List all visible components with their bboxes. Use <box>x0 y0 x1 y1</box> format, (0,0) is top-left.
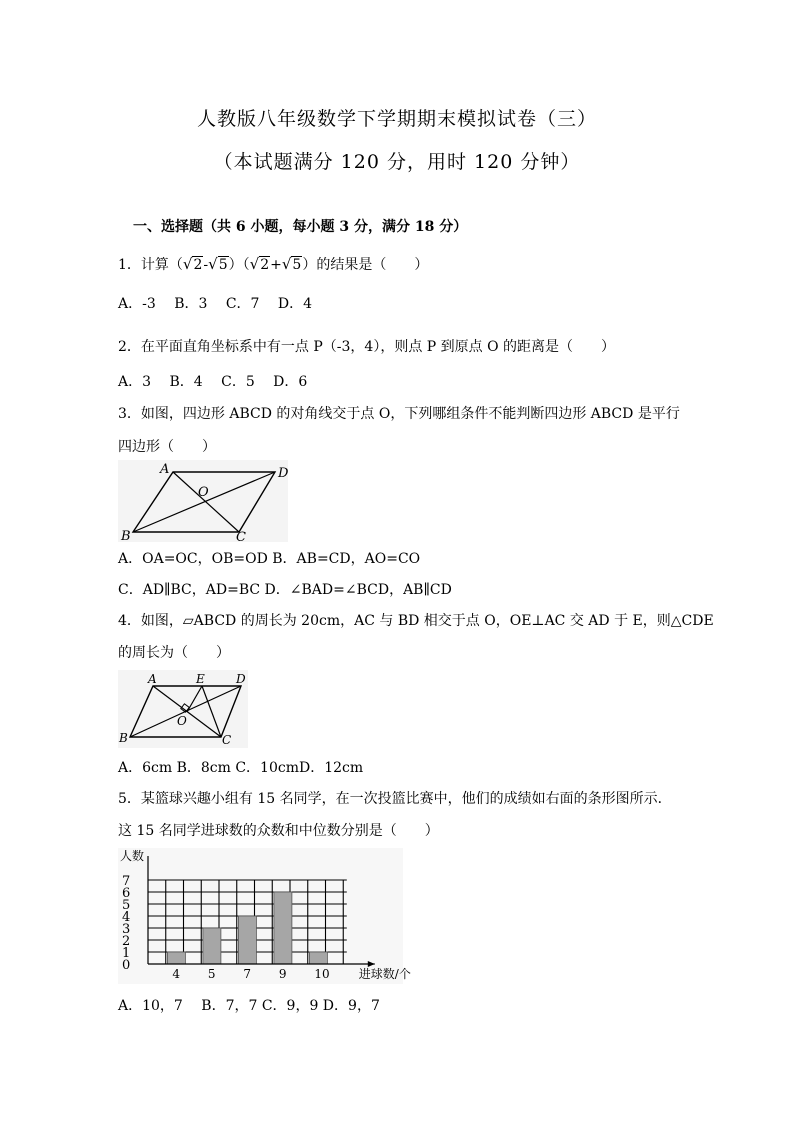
section-heading: 一、选择题（共 6 小题，每小题 3 分，满分 18 分） <box>133 219 468 235</box>
q1-minus: - <box>203 257 209 273</box>
y-tick-label: 4 <box>122 910 131 925</box>
exam-title: 人教版八年级数学下学期期末模拟试卷（三） <box>196 108 597 130</box>
sqrt-5-a: √5 <box>208 255 228 273</box>
x-tick-label: 9 <box>278 967 287 981</box>
q3-label-b: B <box>121 529 131 544</box>
q3-label-o: O <box>198 485 209 500</box>
q5-text-line2: 这 15 名同学进球数的众数和中位数分别是（ ） <box>118 823 439 839</box>
q3-options-line2: C．AD∥BC，AD=BC D．∠BAD=∠BCD，AB∥CD <box>118 582 452 598</box>
q3-text-line2: 四边形（ ） <box>118 439 216 455</box>
q4-label-e: E <box>196 672 205 686</box>
x-tick-label: 4 <box>172 967 181 981</box>
y-tick-label: 5 <box>122 898 131 913</box>
sqrt-2-a: √2 <box>182 255 203 273</box>
sqrt-2-b: √2 <box>249 255 270 273</box>
y-tick-label: 6 <box>122 886 131 901</box>
q3-text-line1: 3．如图，四边形 ABCD 的对角线交于点 O，下列哪组条件不能判断四边形 ABCD 是平行 <box>118 406 680 422</box>
q3-label-c: C <box>236 530 246 545</box>
q4-text-line1: 4．如图，▱ABCD 的周长为 20cm，AC 与 BD 相交于点 O，OE⊥AC 交 AD 于 E，则△CDE <box>118 613 714 629</box>
x-tick-label: 10 <box>314 967 330 981</box>
bar-7 <box>238 916 256 964</box>
q3-label-d: D <box>278 466 289 481</box>
x-tick-label: 5 <box>207 967 216 981</box>
q1-text <box>118 254 428 275</box>
q2-text: 2．在平面直角坐标系中有一点 P（-3，4），则点 P 到原点 O 的距离是（ ） <box>118 339 616 355</box>
y-tick-label: 0 <box>122 958 131 973</box>
q4-text-line2: 的周长为（ ） <box>118 645 230 661</box>
bar-4 <box>167 952 185 964</box>
y-tick-label: 2 <box>122 934 131 949</box>
q4-label-d: D <box>236 672 246 686</box>
q4-label-b: B <box>119 731 128 745</box>
y-tick-label: 7 <box>122 874 131 889</box>
q3-parallelogram-figure <box>118 460 289 545</box>
bar-10 <box>309 952 327 964</box>
bar-5 <box>203 928 221 964</box>
q1-plus: + <box>270 257 282 273</box>
q4-parallelogram-figure <box>118 670 248 748</box>
q3-options-line1: A．OA=OC，OB=OD B．AB=CD，AO=CO <box>118 551 421 567</box>
q4-label-o: O <box>177 714 187 728</box>
y-axis-label: 人数 <box>120 849 145 863</box>
q5-options: A．10，7 B．7，7 C．9，9 D．9，7 <box>118 998 380 1014</box>
q1-mid: ）（ <box>228 257 250 273</box>
exam-subtitle: （本试题满分 120 分，用时 120 分钟） <box>213 151 581 173</box>
q1-suffix: ）的结果是（ ） <box>302 257 429 273</box>
y-tick-label: 1 <box>122 946 131 961</box>
bar-9 <box>274 892 292 964</box>
q1-options: A．-3 B．3 C．7 D．4 <box>118 296 313 312</box>
x-axis-label: 进球数/个 <box>358 967 411 981</box>
q4-options: A．6cm B．8cm C．10cmD．12cm <box>118 760 364 776</box>
sqrt-5-b: √5 <box>281 255 302 273</box>
x-tick-label: 7 <box>243 967 252 981</box>
q4-label-c: C <box>222 733 232 747</box>
q2-options: A．3 B．4 C．5 D．6 <box>118 374 308 390</box>
q5-text-line1: 5．某篮球兴趣小组有 15 名同学，在一次投篮比赛中，他们的成绩如右面的条形图所示． <box>118 791 672 807</box>
y-tick-label: 3 <box>122 922 131 937</box>
q4-label-a: A <box>148 672 157 686</box>
q5-bar-chart <box>118 848 411 984</box>
q3-label-a: A <box>160 462 170 477</box>
q1-prefix: 1．计算（ <box>118 257 183 273</box>
